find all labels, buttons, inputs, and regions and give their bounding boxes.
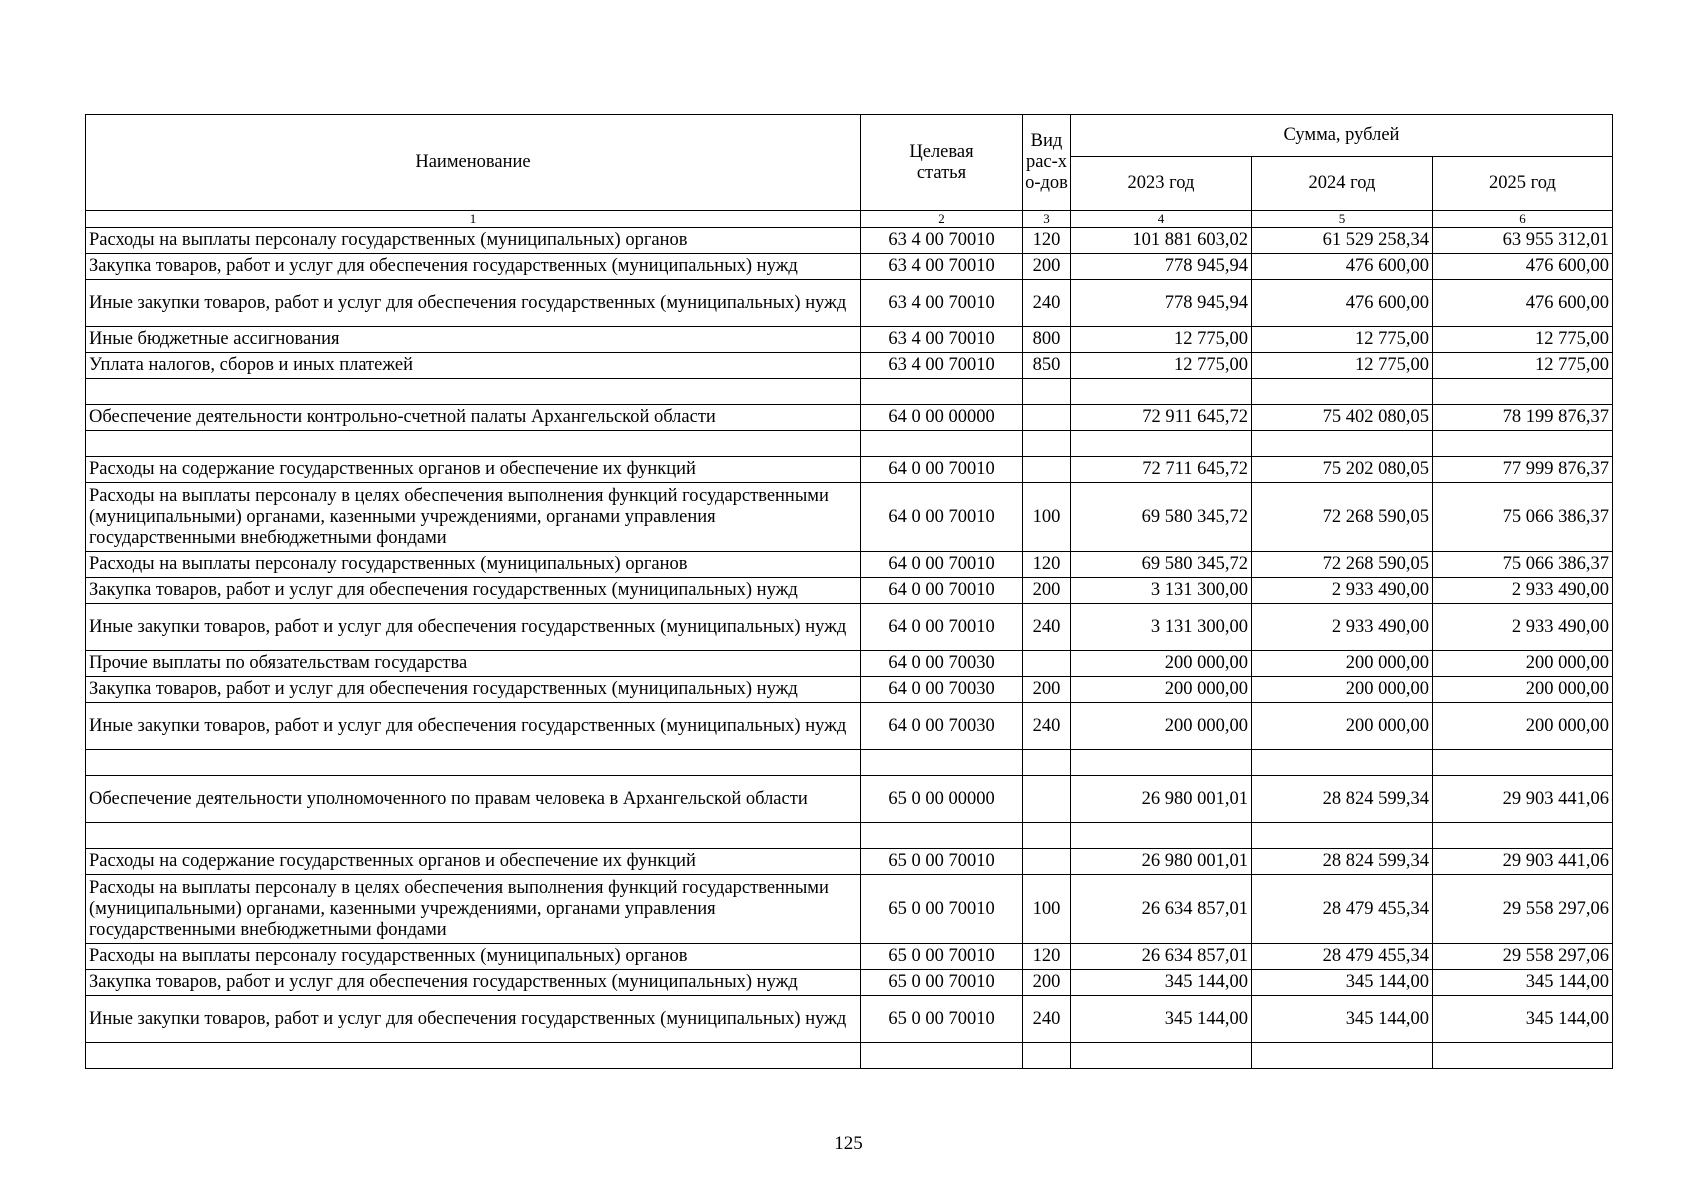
- row-target-article: 64 0 00 00000: [861, 405, 1023, 431]
- row-expense-type: [1023, 379, 1071, 405]
- row-sum-2024: [1252, 379, 1433, 405]
- table-row: [86, 483, 1613, 552]
- column-index: 5: [1252, 211, 1433, 228]
- row-sum-2023: 3 131 300,00: [1071, 604, 1252, 651]
- row-name: Иные бюджетные ассигнования: [86, 327, 861, 353]
- row-target-article: 64 0 00 70030: [861, 703, 1023, 750]
- column-index: 6: [1433, 211, 1613, 228]
- row-name: [86, 1043, 861, 1069]
- row-expense-type: [1023, 849, 1071, 875]
- row-expense-type: [1023, 1043, 1071, 1069]
- row-expense-type: [1023, 750, 1071, 776]
- row-sum-2024: 28 479 455,34: [1252, 875, 1433, 944]
- row-name: [86, 431, 861, 457]
- row-sum-2024: 12 775,00: [1252, 327, 1433, 353]
- row-name: Иные закупки товаров, работ и услуг для обеспечения государственных (муниципальных) нужд: [86, 703, 861, 750]
- budget-table: [85, 114, 1613, 1069]
- row-name: Закупка товаров, работ и услуг для обеспечения государственных (муниципальных) нужд: [86, 578, 861, 604]
- row-sum-2025: 345 144,00: [1433, 970, 1613, 996]
- row-sum-2023: 200 000,00: [1071, 703, 1252, 750]
- row-sum-2023: 72 911 645,72: [1071, 405, 1252, 431]
- column-index: 1: [86, 211, 861, 228]
- row-target-article: 65 0 00 70010: [861, 849, 1023, 875]
- table-row: [86, 552, 1613, 578]
- row-sum-2025: 75 066 386,37: [1433, 552, 1613, 578]
- row-name: Уплата налогов, сборов и иных платежей: [86, 353, 861, 379]
- row-name: Иные закупки товаров, работ и услуг для обеспечения государственных (муниципальных) нужд: [86, 604, 861, 651]
- row-sum-2024: 200 000,00: [1252, 651, 1433, 677]
- row-sum-2025: 200 000,00: [1433, 651, 1613, 677]
- row-expense-type: 120: [1023, 552, 1071, 578]
- row-sum-2023: 778 945,94: [1071, 254, 1252, 280]
- table-row: [86, 776, 1613, 823]
- row-sum-2023: 26 634 857,01: [1071, 944, 1252, 970]
- row-sum-2025: 476 600,00: [1433, 254, 1613, 280]
- row-sum-2023: 12 775,00: [1071, 353, 1252, 379]
- row-target-article: 64 0 00 70010: [861, 578, 1023, 604]
- row-sum-2023: [1071, 431, 1252, 457]
- row-target-article: 64 0 00 70030: [861, 677, 1023, 703]
- row-sum-2024: 476 600,00: [1252, 254, 1433, 280]
- row-sum-2024: [1252, 823, 1433, 849]
- row-target-article: 64 0 00 70030: [861, 651, 1023, 677]
- table-row: [86, 405, 1613, 431]
- row-expense-type: 240: [1023, 996, 1071, 1043]
- table-row: [86, 457, 1613, 483]
- row-name: Закупка товаров, работ и услуг для обеспечения государственных (муниципальных) нужд: [86, 677, 861, 703]
- column-index: 3: [1023, 211, 1071, 228]
- row-target-article: 63 4 00 70010: [861, 353, 1023, 379]
- row-sum-2025: 29 558 297,06: [1433, 875, 1613, 944]
- row-sum-2024: 72 268 590,05: [1252, 552, 1433, 578]
- row-sum-2023: 345 144,00: [1071, 996, 1252, 1043]
- column-index: 4: [1071, 211, 1252, 228]
- row-sum-2024: 345 144,00: [1252, 996, 1433, 1043]
- row-target-article: 65 0 00 70010: [861, 970, 1023, 996]
- row-name: Расходы на выплаты персоналу государственных (муниципальных) органов: [86, 552, 861, 578]
- empty-row: [86, 1043, 1613, 1069]
- row-expense-type: 240: [1023, 280, 1071, 327]
- row-sum-2025: [1433, 379, 1613, 405]
- row-expense-type: 100: [1023, 483, 1071, 552]
- row-sum-2023: 12 775,00: [1071, 327, 1252, 353]
- row-expense-type: 850: [1023, 353, 1071, 379]
- row-sum-2024: [1252, 750, 1433, 776]
- row-expense-type: 200: [1023, 677, 1071, 703]
- table-row: [86, 228, 1613, 254]
- row-expense-type: [1023, 823, 1071, 849]
- row-sum-2024: [1252, 431, 1433, 457]
- row-sum-2023: 72 711 645,72: [1071, 457, 1252, 483]
- row-sum-2025: 29 558 297,06: [1433, 944, 1613, 970]
- row-sum-2024: 200 000,00: [1252, 703, 1433, 750]
- row-sum-2025: [1433, 431, 1613, 457]
- header-target-article: Целевая статья: [861, 115, 1023, 211]
- row-sum-2025: [1433, 823, 1613, 849]
- page-number: 125: [834, 1133, 863, 1154]
- row-name: Обеспечение деятельности уполномоченного по правам человека в Архангельской области: [86, 776, 861, 823]
- row-expense-type: [1023, 776, 1071, 823]
- header-year-2025: 2025 год: [1433, 157, 1613, 211]
- row-sum-2024: 200 000,00: [1252, 677, 1433, 703]
- row-name: Расходы на выплаты персоналу в целях обеспечения выполнения функций государственными (муниципальными) органами, казенными учреждениями, органами управления государственными внебюджетными фондами: [86, 875, 861, 944]
- row-sum-2023: 69 580 345,72: [1071, 483, 1252, 552]
- table-row: [86, 944, 1613, 970]
- row-sum-2025: 12 775,00: [1433, 353, 1613, 379]
- row-expense-type: 240: [1023, 604, 1071, 651]
- row-expense-type: 200: [1023, 970, 1071, 996]
- row-expense-type: 200: [1023, 578, 1071, 604]
- row-sum-2025: 2 933 490,00: [1433, 578, 1613, 604]
- row-sum-2025: 200 000,00: [1433, 677, 1613, 703]
- row-name: Расходы на содержание государственных органов и обеспечение их функций: [86, 849, 861, 875]
- row-name: Иные закупки товаров, работ и услуг для обеспечения государственных (муниципальных) нужд: [86, 996, 861, 1043]
- row-sum-2024: 12 775,00: [1252, 353, 1433, 379]
- empty-row: [86, 379, 1613, 405]
- header-expense-type: Вид рас-хо-дов: [1023, 115, 1071, 211]
- row-expense-type: [1023, 405, 1071, 431]
- header-sum: Сумма, рублей: [1071, 115, 1613, 157]
- table-row: [86, 578, 1613, 604]
- row-sum-2023: [1071, 1043, 1252, 1069]
- row-sum-2025: 2 933 490,00: [1433, 604, 1613, 651]
- row-target-article: [861, 823, 1023, 849]
- table-row: [86, 604, 1613, 651]
- row-expense-type: 200: [1023, 254, 1071, 280]
- table-row: [86, 280, 1613, 327]
- row-expense-type: 100: [1023, 875, 1071, 944]
- row-sum-2024: 75 402 080,05: [1252, 405, 1433, 431]
- row-target-article: 63 4 00 70010: [861, 254, 1023, 280]
- row-sum-2025: 12 775,00: [1433, 327, 1613, 353]
- row-expense-type: [1023, 457, 1071, 483]
- row-target-article: 64 0 00 70010: [861, 552, 1023, 578]
- row-sum-2023: [1071, 750, 1252, 776]
- row-expense-type: 120: [1023, 944, 1071, 970]
- row-sum-2024: 476 600,00: [1252, 280, 1433, 327]
- row-target-article: 63 4 00 70010: [861, 228, 1023, 254]
- row-sum-2024: 28 479 455,34: [1252, 944, 1433, 970]
- table-row: [86, 703, 1613, 750]
- row-sum-2025: 200 000,00: [1433, 703, 1613, 750]
- row-name: Иные закупки товаров, работ и услуг для обеспечения государственных (муниципальных) нужд: [86, 280, 861, 327]
- row-target-article: 65 0 00 70010: [861, 996, 1023, 1043]
- row-name: Прочие выплаты по обязательствам государства: [86, 651, 861, 677]
- header-year-2024: 2024 год: [1252, 157, 1433, 211]
- row-name: Закупка товаров, работ и услуг для обеспечения государственных (муниципальных) нужд: [86, 254, 861, 280]
- row-sum-2023: [1071, 379, 1252, 405]
- row-target-article: 63 4 00 70010: [861, 280, 1023, 327]
- header-name: Наименование: [86, 115, 861, 211]
- row-name: Расходы на выплаты персоналу государственных (муниципальных) органов: [86, 944, 861, 970]
- empty-row: [86, 750, 1613, 776]
- row-sum-2025: 78 199 876,37: [1433, 405, 1613, 431]
- row-sum-2024: 2 933 490,00: [1252, 604, 1433, 651]
- empty-row: [86, 823, 1613, 849]
- row-name: [86, 750, 861, 776]
- row-sum-2023: 69 580 345,72: [1071, 552, 1252, 578]
- row-sum-2023: 101 881 603,02: [1071, 228, 1252, 254]
- row-sum-2025: [1433, 750, 1613, 776]
- row-sum-2024: 2 933 490,00: [1252, 578, 1433, 604]
- row-sum-2025: 476 600,00: [1433, 280, 1613, 327]
- table-row: [86, 970, 1613, 996]
- row-target-article: 64 0 00 70010: [861, 457, 1023, 483]
- row-sum-2025: 77 999 876,37: [1433, 457, 1613, 483]
- table-row: [86, 677, 1613, 703]
- row-expense-type: [1023, 651, 1071, 677]
- table-row: [86, 849, 1613, 875]
- row-sum-2024: 72 268 590,05: [1252, 483, 1433, 552]
- row-sum-2023: 26 980 001,01: [1071, 776, 1252, 823]
- row-sum-2024: 28 824 599,34: [1252, 776, 1433, 823]
- row-sum-2025: 63 955 312,01: [1433, 228, 1613, 254]
- row-sum-2024: 61 529 258,34: [1252, 228, 1433, 254]
- row-sum-2023: [1071, 823, 1252, 849]
- row-target-article: 64 0 00 70010: [861, 483, 1023, 552]
- table-body: [86, 228, 1613, 1069]
- row-sum-2023: 200 000,00: [1071, 677, 1252, 703]
- row-name: Расходы на выплаты персоналу государственных (муниципальных) органов: [86, 228, 861, 254]
- row-name: [86, 823, 861, 849]
- table-row: [86, 327, 1613, 353]
- table-row: [86, 875, 1613, 944]
- row-expense-type: 240: [1023, 703, 1071, 750]
- row-sum-2024: [1252, 1043, 1433, 1069]
- column-index: 2: [861, 211, 1023, 228]
- header-year-2023: 2023 год: [1071, 157, 1252, 211]
- row-sum-2025: 345 144,00: [1433, 996, 1613, 1043]
- row-sum-2024: 345 144,00: [1252, 970, 1433, 996]
- table-row: [86, 651, 1613, 677]
- row-target-article: 65 0 00 00000: [861, 776, 1023, 823]
- row-name: Обеспечение деятельности контрольно-счетной палаты Архангельской области: [86, 405, 861, 431]
- row-name: Расходы на содержание государственных органов и обеспечение их функций: [86, 457, 861, 483]
- row-target-article: [861, 379, 1023, 405]
- row-sum-2023: 26 634 857,01: [1071, 875, 1252, 944]
- row-target-article: [861, 750, 1023, 776]
- row-name: [86, 379, 861, 405]
- row-sum-2023: 778 945,94: [1071, 280, 1252, 327]
- row-expense-type: [1023, 431, 1071, 457]
- row-sum-2023: 345 144,00: [1071, 970, 1252, 996]
- row-sum-2023: 26 980 001,01: [1071, 849, 1252, 875]
- row-target-article: [861, 431, 1023, 457]
- row-sum-2024: 75 202 080,05: [1252, 457, 1433, 483]
- table-row: [86, 996, 1613, 1043]
- table-row: [86, 254, 1613, 280]
- row-sum-2025: 75 066 386,37: [1433, 483, 1613, 552]
- row-target-article: [861, 1043, 1023, 1069]
- row-sum-2025: 29 903 441,06: [1433, 849, 1613, 875]
- row-target-article: 63 4 00 70010: [861, 327, 1023, 353]
- row-sum-2025: [1433, 1043, 1613, 1069]
- row-target-article: 64 0 00 70010: [861, 604, 1023, 651]
- row-expense-type: 800: [1023, 327, 1071, 353]
- row-sum-2023: 200 000,00: [1071, 651, 1252, 677]
- table-row: [86, 353, 1613, 379]
- row-sum-2025: 29 903 441,06: [1433, 776, 1613, 823]
- empty-row: [86, 431, 1613, 457]
- row-sum-2024: 28 824 599,34: [1252, 849, 1433, 875]
- row-target-article: 65 0 00 70010: [861, 875, 1023, 944]
- row-name: Закупка товаров, работ и услуг для обеспечения государственных (муниципальных) нужд: [86, 970, 861, 996]
- row-target-article: 65 0 00 70010: [861, 944, 1023, 970]
- row-name: Расходы на выплаты персоналу в целях обеспечения выполнения функций государственными (муниципальными) органами, казенными учреждениями, органами управления государственными внебюджетными фондами: [86, 483, 861, 552]
- row-expense-type: 120: [1023, 228, 1071, 254]
- row-sum-2023: 3 131 300,00: [1071, 578, 1252, 604]
